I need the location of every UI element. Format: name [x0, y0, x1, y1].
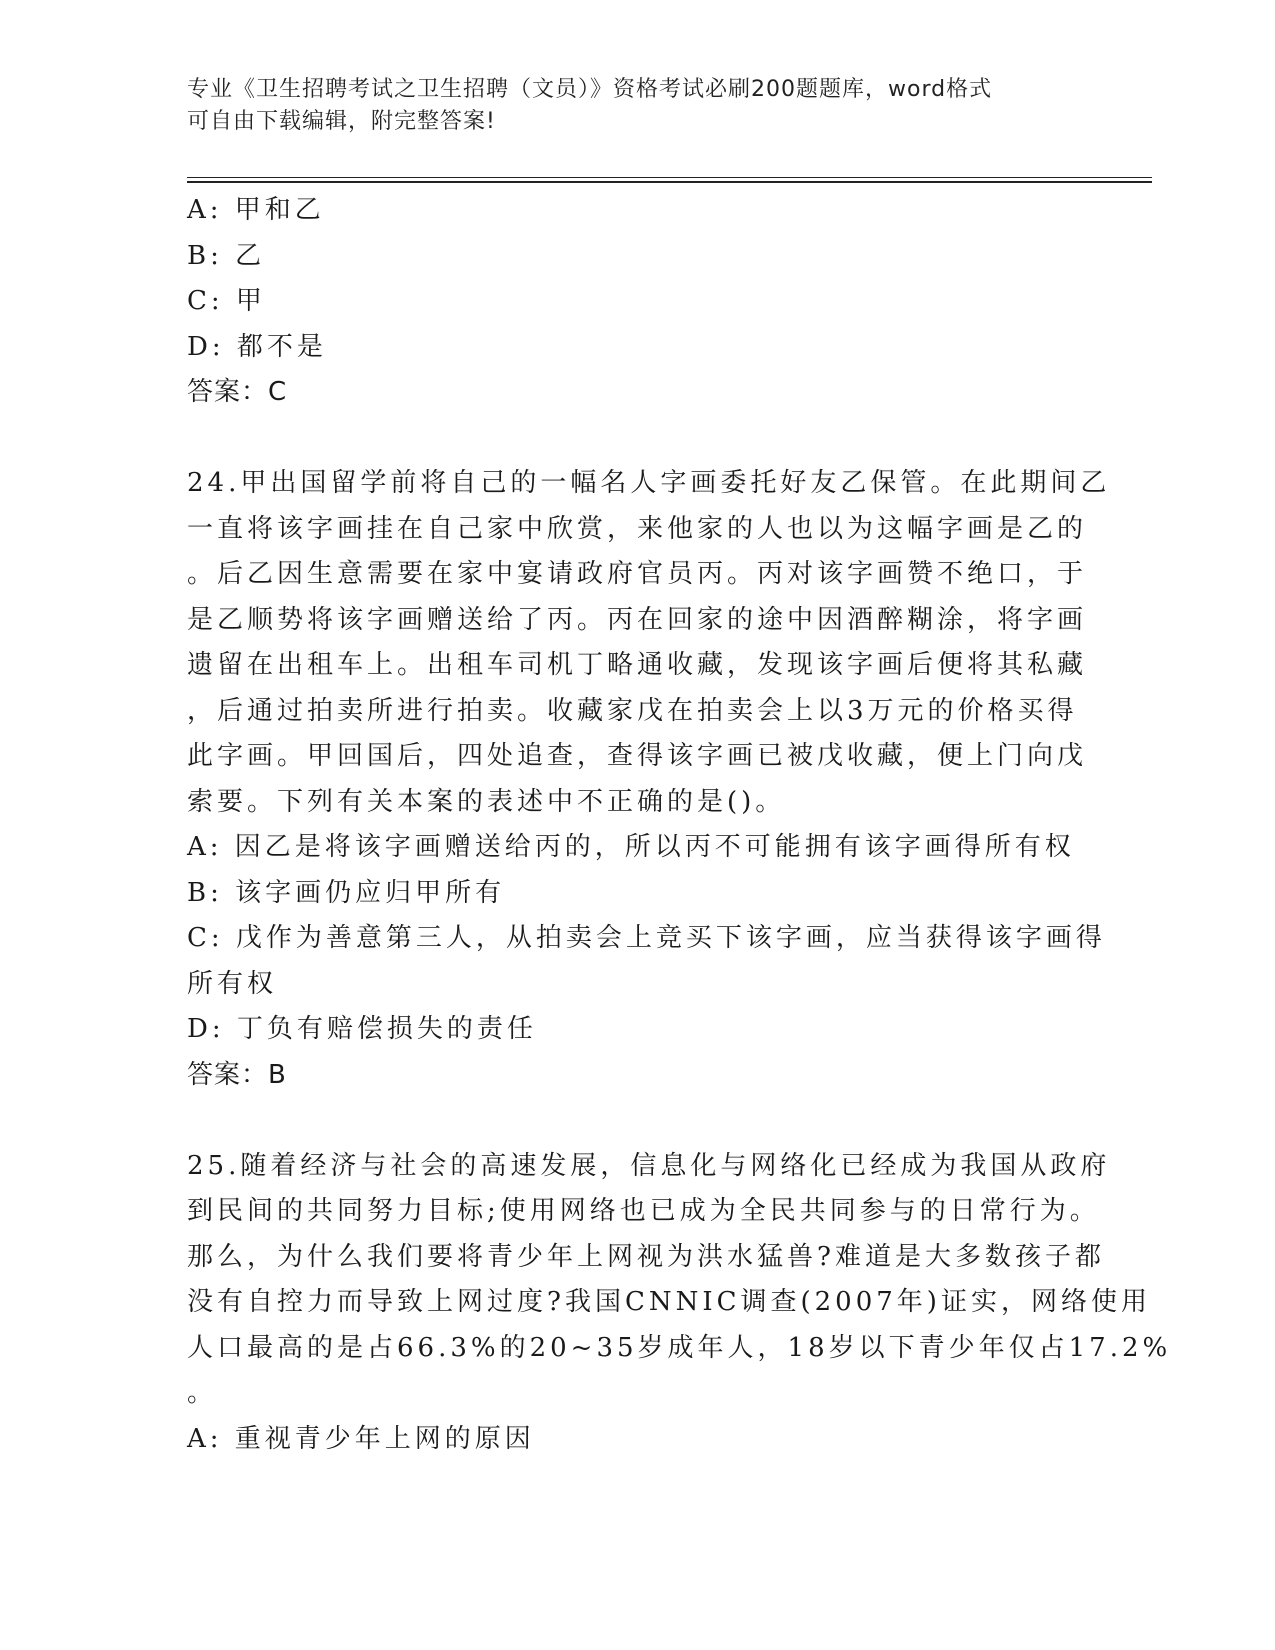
option-d: D: 都不是	[187, 331, 327, 362]
header-title-line-1: 专业《卫生招聘考试之卫生招聘（文员）》资格考试必刷200题题库，word格式	[187, 77, 993, 102]
header-divider-thin	[187, 177, 1152, 178]
question-stem-line: 到民间的共同努力目标;使用网络也已成为全民共同参与的日常行为。	[187, 1196, 1100, 1226]
question-content	[187, 188, 1172, 1462]
answer-line: 答案：C	[187, 377, 288, 407]
answer-line: 答案：B	[187, 1059, 287, 1090]
option-c-continued: 所有权	[187, 968, 278, 999]
question-stem-line: 一直将该字画挂在自己家中欣赏，来他家的人也以为这幅字画是乙的	[187, 513, 1088, 544]
header-divider-thick	[187, 181, 1152, 183]
question-stem-line: 是乙顺势将该字画赠送给了丙。丙在回家的途中因酒醉糊涂，将字画	[187, 604, 1088, 635]
question-stem-line: 此字画。甲回国后，四处追查，查得该字画已被戊收藏，便上门向戊	[187, 741, 1088, 771]
option-d: D: 丁负有赔偿损失的责任	[187, 1014, 537, 1044]
question-stem-line: 索要。下列有关本案的表述中不正确的是()。	[187, 786, 786, 817]
question-stem-line: 。后乙因生意需要在家中宴请政府官员丙。丙对该字画赞不绝口，于	[187, 559, 1088, 589]
spacer	[187, 1098, 1087, 1144]
option-a: A: 因乙是将该字画赠送给丙的，所以丙不可能拥有该字画得所有权	[187, 832, 1075, 862]
question-24	[187, 461, 1111, 1098]
question-stem-line: 那么，为什么我们要将青少年上网视为洪水猛兽?难道是大多数孩子都	[187, 1241, 1105, 1272]
question-stem-line: 遗留在出租车上。出租车司机丁略通收藏，发现该字画后便将其私藏	[187, 650, 1088, 680]
document-header	[187, 74, 1067, 138]
option-b: B: 乙	[187, 240, 266, 271]
question-stem-line: 24.甲出国留学前将自己的一幅名人字画委托好友乙保管。在此期间乙	[187, 468, 1111, 498]
question-stem-line: 。	[187, 1378, 218, 1408]
question-stem-line: ，后通过拍卖所进行拍卖。收藏家戊在拍卖会上以3万元的价格买得	[187, 695, 1078, 726]
option-c: C: 戊作为善意第三人，从拍卖会上竞买下该字画，应当获得该字画得	[187, 923, 1106, 953]
question-25	[187, 1144, 1172, 1463]
option-c: C: 甲	[187, 286, 266, 316]
question-stem-line: 25.随着经济与社会的高速发展，信息化与网络化已经成为我国从政府	[187, 1150, 1111, 1181]
question-stem-line: 人口最高的是占66.3%的20~35岁成年人，18岁以下青少年仅占17.2%	[187, 1332, 1172, 1363]
option-b: B: 该字画仍应归甲所有	[187, 877, 506, 908]
option-a: A: 甲和乙	[187, 195, 325, 225]
question-23	[187, 188, 1087, 416]
spacer	[187, 416, 1087, 462]
option-a: A: 重视青少年上网的原因	[187, 1423, 535, 1454]
question-stem-line: 没有自控力而导致上网过度?我国CNNIC调查(2007年)证实，网络使用	[187, 1287, 1151, 1317]
header-title-line-2: 可自由下载编辑，附完整答案!	[187, 109, 496, 134]
